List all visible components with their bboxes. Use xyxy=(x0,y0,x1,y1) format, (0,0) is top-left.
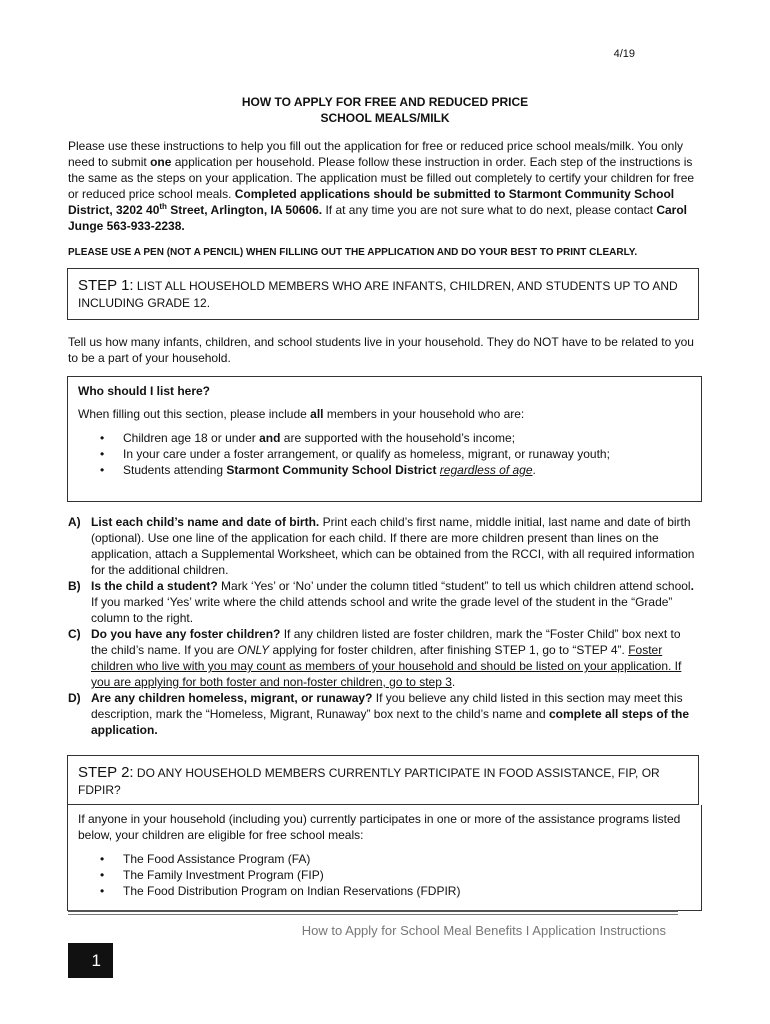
instruction-item-d xyxy=(68,690,700,738)
item-b-period: . xyxy=(690,579,694,593)
page-title xyxy=(0,94,770,126)
item-d-bold-end: complete all steps of the application. xyxy=(91,707,690,737)
step-2-box xyxy=(67,755,699,805)
title-line-2: SCHOOL MEALS/MILK xyxy=(320,111,450,125)
who-sub-bold: all xyxy=(310,407,324,421)
intro-submission-address: Completed applications should be submitted to Starmont Community School District, 3202 40 xyxy=(68,187,675,217)
program-fip: The Family Investment Program (FIP) xyxy=(123,868,324,882)
step-2-heading: DO ANY HOUSEHOLD MEMBERS CURRENTLY PARTICIPATE IN FOOD ASSISTANCE, FIP, OR FDPIR? xyxy=(78,766,660,797)
item-d-letter: D) xyxy=(68,691,81,705)
item-c-only: ONLY xyxy=(237,643,270,657)
bullet-icon: • xyxy=(100,447,105,461)
list-item xyxy=(78,851,691,867)
item-b-text-1: Mark ‘Yes’ or ‘No’ under the column titled “student” to tell us which children attend school xyxy=(217,579,691,593)
who-bullet-list xyxy=(78,430,691,478)
intro-ordinal-suffix: th xyxy=(159,202,167,211)
item-c-letter: C) xyxy=(68,627,81,641)
bullet-3-bold: Starmont Community School District xyxy=(226,463,437,477)
list-item xyxy=(78,462,691,478)
pen-notice: PLEASE USE A PEN (NOT A PENCIL) WHEN FILLING OUT THE APPLICATION AND DO YOUR BEST TO PRINT CLEARLY. xyxy=(68,247,638,258)
step-2-label: STEP 2: xyxy=(78,764,134,781)
intro-bold-one: one xyxy=(150,155,172,169)
bullet-icon: • xyxy=(100,868,105,882)
program-fdpir: The Food Distribution Program on Indian Reservations (FDPIR) xyxy=(123,884,461,898)
item-b-letter: B) xyxy=(68,579,81,593)
list-item xyxy=(78,867,691,883)
item-a-heading: List each child’s name and date of birth. xyxy=(91,515,320,529)
bullet-icon: • xyxy=(100,852,105,866)
eligibility-text: If anyone in your household (including you) currently participates in one or more of the assistance programs listed below, your children are eligible for free school meals: xyxy=(78,812,681,842)
item-d-text-1: If you believe any child listed in this section may meet this description, mark the “Homeless, Migrant, Runaway” box next to the child’s name and xyxy=(91,691,683,721)
bullet-icon: • xyxy=(100,884,105,898)
footer-title: How to Apply for School Meal Benefits I Application Instructions xyxy=(301,923,666,938)
bullet-1-text-2: are supported with the household’s income; xyxy=(280,431,516,445)
bullet-3-period: . xyxy=(532,463,536,477)
item-c-heading: Do you have any foster children? xyxy=(91,627,281,641)
bullet-3-regardless-of-age: regardless of age xyxy=(439,463,533,477)
intro-contact: Carol Junge 563-933-2238. xyxy=(68,203,687,233)
intro-text-2: application per household. Please follow these instruction in order. Each step of the instructions is the same as the steps on your application. The application must be filled out completely to certify your children for free or reduced price school meals. xyxy=(68,155,695,201)
footer-divider xyxy=(68,910,678,912)
intro-address-city: Street, Arlington, IA 50606. xyxy=(166,203,323,217)
item-a-text: Print each child’s first name, middle initial, last name and date of birth (optional). Use one line of the application for each child. If there are more children present than lines on the application, attach a Supplemental Worksheet, which can be obtained from the RCCI, with all required information for the additional children. xyxy=(91,515,695,577)
item-d-heading: Are any children homeless, migrant, or runaway? xyxy=(91,691,373,705)
item-c-period: . xyxy=(451,675,456,689)
list-item xyxy=(78,883,691,899)
intro-text-1: Please use these instructions to help you fill out the application for free or reduced price school meals/milk. You only need to submit xyxy=(68,139,684,169)
list-item xyxy=(78,430,691,446)
item-c-underlined: Foster children who live with you may count as members of your household and should be listed on your application. If you are applying for both foster and non-foster children, go to step 3 xyxy=(91,643,682,689)
who-sub-text-2: members in your household who are: xyxy=(323,407,525,421)
page-number: 1 xyxy=(68,943,113,978)
bullet-icon: • xyxy=(100,431,105,445)
program-fa: The Food Assistance Program (FA) xyxy=(123,852,311,866)
step-1-box xyxy=(67,268,699,320)
step-1-instructions xyxy=(68,514,700,738)
bullet-3-text-1: Students attending xyxy=(123,463,227,477)
bullet-2-text: In your care under a foster arrangement, or qualify as homeless, migrant, or runaway youth; xyxy=(123,447,610,461)
who-to-list-box xyxy=(67,376,702,502)
item-a-letter: A) xyxy=(68,515,81,529)
footer-divider-thin xyxy=(68,914,678,915)
who-box-subtext xyxy=(78,406,691,422)
who-sub-text-1: When filling out this section, please include xyxy=(78,407,311,421)
intro-text-3: If at any time you are not sure what to do next, please contact xyxy=(322,203,657,217)
step-1-paragraph: Tell us how many infants, children, and school students live in your household. They do NOT have to be related to you to be a part of your household. xyxy=(68,335,694,365)
item-b-text-2: If you marked ‘Yes’ write where the child attends school and write the grade level of the student in the “Grade” column to the right. xyxy=(91,595,673,625)
title-line-1: HOW TO APPLY FOR FREE AND REDUCED PRICE xyxy=(241,95,529,109)
instruction-item-b xyxy=(68,578,700,626)
bullet-icon: • xyxy=(100,463,105,477)
step-1-heading: LIST ALL HOUSEHOLD MEMBERS WHO ARE INFANTS, CHILDREN, AND STUDENTS UP TO AND INCLUDING GRADE 12. xyxy=(78,279,678,310)
program-list xyxy=(78,851,691,899)
who-box-heading: Who should I list here? xyxy=(78,384,210,398)
bullet-1-text-1: Children age 18 or under xyxy=(123,431,260,445)
item-c-text-1: If any children listed are foster children, mark the “Foster Child” box next to the child’s name. If you are xyxy=(91,627,681,657)
step-1-label: STEP 1: xyxy=(78,277,134,294)
document-date: 4/19 xyxy=(613,48,635,60)
intro-paragraph xyxy=(68,138,700,234)
eligibility-box xyxy=(67,805,702,911)
item-b-heading: Is the child a student? xyxy=(91,579,218,593)
list-item xyxy=(78,446,691,462)
bullet-1-bold: and xyxy=(259,431,281,445)
item-c-text-2: applying for foster children, after finishing STEP 1, go to “STEP 4”. xyxy=(269,643,629,657)
instruction-item-a xyxy=(68,514,700,578)
instruction-item-c xyxy=(68,626,700,690)
